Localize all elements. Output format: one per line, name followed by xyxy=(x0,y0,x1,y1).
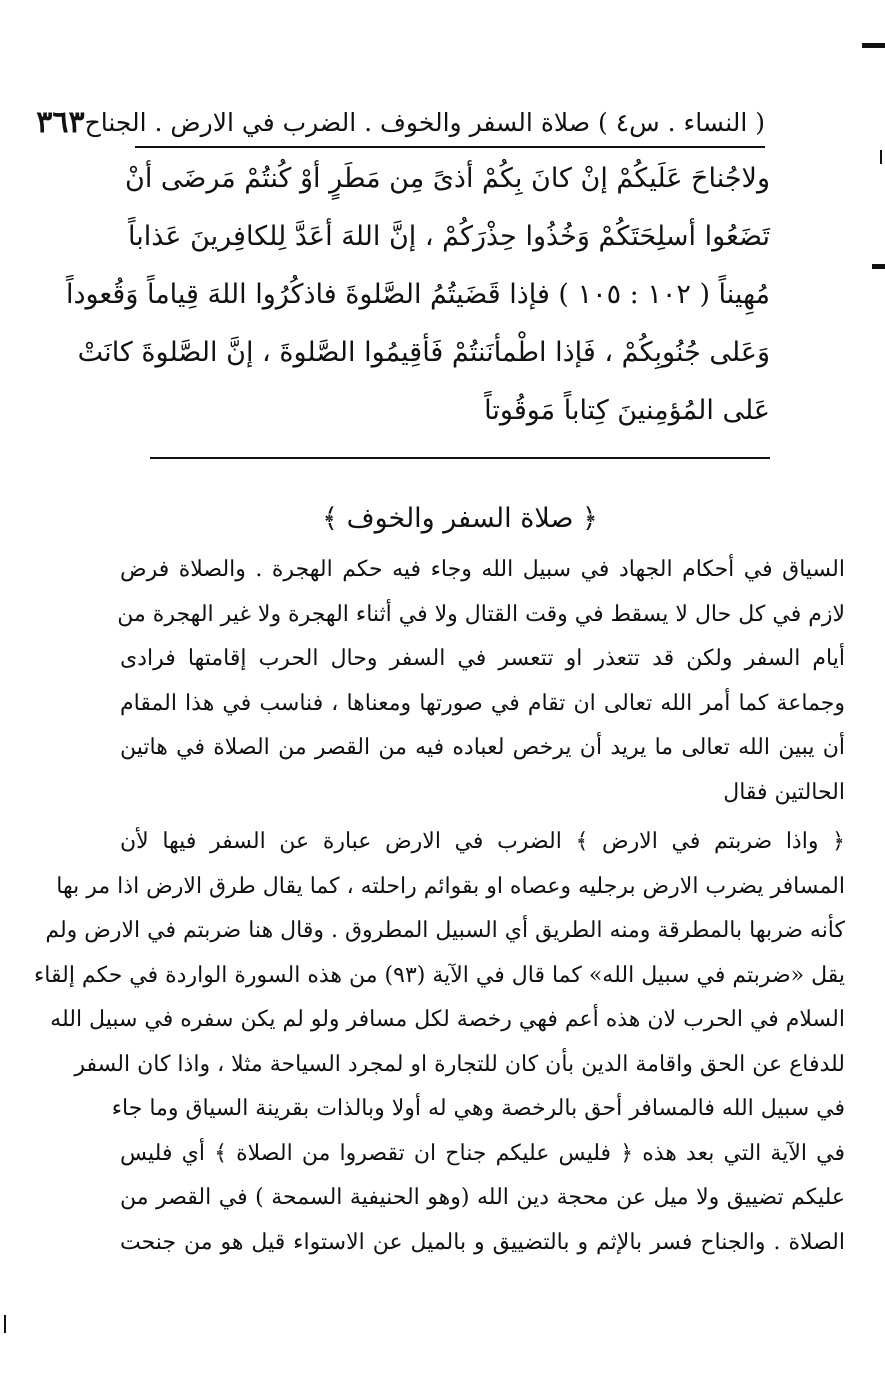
paragraph-commentary xyxy=(33,820,845,1265)
text-line: عليكم تضييق ولا ميل عن محجة دين الله (وهو الحنيفية السمحة ) في القصر من xyxy=(120,1185,845,1210)
page-number: ٣٦٣ xyxy=(36,104,85,140)
scan-edge-mark xyxy=(4,1315,6,1333)
text-line: في الآية التي بعد هذه ﴿ فليس عليكم جناح ان تقصروا من الصلاة ﴾ أي فليس xyxy=(120,1140,845,1166)
text-line: المسافر يضرب الارض برجليه وعصاه او بقوائم راحلته ، كما يقال طرق الارض اذا مر بها xyxy=(56,873,845,899)
paragraph-intro xyxy=(117,548,845,815)
verse-block xyxy=(65,150,770,440)
text-line: لازم في كل حال لا يسقط في وقت القتال ولا في أثناء الهجرة ولا غير الهجرة من xyxy=(117,601,845,627)
verse-line: وَعَلى جُنُوبِكُمْ ، فَإذا اطْمأنَنتُمْ فَأقِيمُوا الصَّلوةَ ، إنَّ الصَّلوةَ كانَتْ xyxy=(77,337,770,368)
text-line: الصلاة . والجناح فسر بالإثم و بالتضييق و بالميل عن الاستواء قيل هو من جنحت xyxy=(120,1229,845,1255)
scan-edge-mark xyxy=(880,150,882,164)
text-line: الحالتين فقال xyxy=(723,779,845,805)
section-heading: ﴿ صلاة السفر والخوف ﴾ xyxy=(322,503,598,534)
text-line: للدفاع عن الحق واقامة الدين بأن كان للتجارة او لمجرد السياحة مثلا ، واذا كان السفر xyxy=(74,1051,845,1077)
verse-line: مُهِيناً ( ١٠٢ : ١٠٥ ) فإذا قَضَيتُمُ الصَّلوةَ فاذكُرُوا اللهَ قِياماً وَقُعوداً xyxy=(65,279,770,310)
text-line: ﴿ واذا ضربتم في الارض ﴾ الضرب في الارض عبارة عن السفر فيها لأن xyxy=(120,829,845,854)
text-line: أن يبين الله تعالى ما يريد أن يرخص لعباده فيه من القصر من الصلاة في هاتين xyxy=(120,735,845,760)
verse-line: تَضَعُوا أسلِحَتَكُمْ وَخُذُوا حِذْرَكُمْ ، إنَّ اللهَ أعَدَّ لِلكافِرينَ عَذاباً xyxy=(127,221,770,252)
verse-line: عَلى المُؤمِنينَ كِتاباً مَوقُوتاً xyxy=(484,395,770,426)
text-line: كأنه ضربها بالمطرقة ومنه الطريق أي السبيل المطروق . وقال هنا ضربتم في الارض ولم xyxy=(45,918,845,943)
section-divider xyxy=(150,457,770,459)
scan-edge-mark xyxy=(862,43,885,48)
text-line: السياق في أحكام الجهاد في سبيل الله وجاء فيه حكم الهجرة . والصلاة فرض xyxy=(120,557,845,582)
text-line: وجماعة كما أمر الله تعالى ان تقام في صورتها ومعناها ، فناسب في هذا المقام xyxy=(120,690,845,716)
verse-line: ولاجُناحَ عَلَيكُمْ إنْ كانَ بِكُمْ أذىً مِن مَطَرٍ أوْ كُنتُمْ مَرضَى أنْ xyxy=(124,163,770,194)
running-header xyxy=(36,98,765,148)
scan-edge-mark xyxy=(872,264,885,269)
text-line: أيام السفر ولكن قد تتعذر او تتعسر في السفر وحال الحرب إقامتها فرادى xyxy=(120,646,845,671)
text-line: يقل «ضربتم في سبيل الله» كما قال في الآية (٩٣) من هذه السورة الواردة في حكم إلقاء xyxy=(33,962,845,988)
header-title: ( النساء . س٤ ) صلاة السفر والخوف . الضرب في الارض . الجناح xyxy=(84,107,765,137)
text-line: السلام في الحرب لان هذه أعم فهي رخصة لكل مسافر ولو لم يكن سفره في سبيل الله xyxy=(50,1007,845,1032)
text-line: في سبيل الله فالمسافر أحق بالرخصة وهي له أولا وبالذات بقرينة السياق وما جاء xyxy=(111,1096,845,1121)
